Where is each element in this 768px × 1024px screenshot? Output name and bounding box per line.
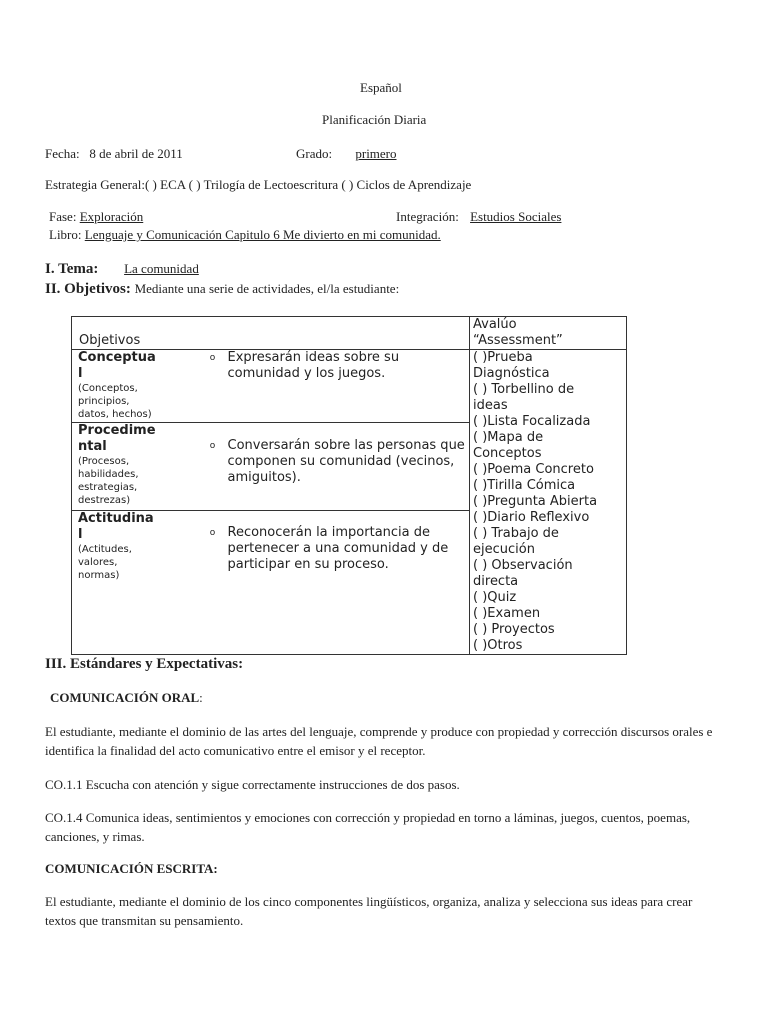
bullet-icon: o	[209, 441, 216, 451]
objetivos-intro: Mediante una serie de actividades, el/la estudiante:	[134, 281, 400, 296]
category-name-part: l	[78, 527, 83, 542]
avaluo-item: Diagnóstica	[473, 366, 550, 381]
avaluo-item: ( )Poema Concreto	[473, 462, 594, 477]
fase-line	[49, 209, 170, 225]
avaluo-item: ( )Quiz	[473, 590, 517, 605]
category-name-part: Actitudina	[78, 511, 154, 526]
objective-cell	[194, 511, 470, 655]
fecha-label: Fecha:	[45, 146, 80, 161]
avaluo-item: ( ) Observación	[473, 558, 573, 573]
category-description-line: valores,	[78, 557, 118, 568]
category-procedimental	[72, 423, 194, 511]
fecha-line	[45, 146, 183, 162]
avaluo-item: ( )Prueba	[473, 350, 533, 365]
bullet-icon: o	[209, 353, 216, 363]
libro-label: Libro:	[49, 227, 82, 242]
header-avaluo-line1: Avalúo	[473, 317, 517, 332]
category-name	[72, 350, 194, 421]
objectives-table	[71, 316, 627, 655]
objective-text: Reconocerán la importancia de pertenecer a una comunidad y de participar en su proceso.	[227, 525, 449, 572]
header-avaluo	[470, 317, 627, 350]
header-avaluo-line2: “Assessment”	[473, 333, 563, 348]
oral-colon: :	[199, 690, 203, 705]
avaluo-cell	[470, 350, 627, 655]
oral-paragraph: El estudiante, mediante el dominio de las artes del lenguaje, comprende y produce con propiedad y corrección discursos orales e identifica la finalidad del acto comunicativo entre el emisor y el receptor.	[45, 724, 713, 758]
category-description-line: estrategias,	[78, 482, 138, 493]
integracion-label: Integración:	[396, 209, 459, 224]
category-name-part: Procedime	[78, 423, 156, 438]
fase-label: Fase:	[49, 209, 77, 224]
category-conceptual	[72, 350, 194, 423]
category-description	[78, 455, 194, 507]
avaluo-list	[470, 350, 626, 654]
grado-value: primero	[355, 146, 397, 161]
tema-value: La comunidad	[124, 261, 199, 276]
category-name-part: ntal	[78, 439, 107, 454]
avaluo-item: ( )Examen	[473, 606, 541, 621]
tema-line	[45, 261, 212, 278]
integracion-value: Estudios Sociales	[470, 209, 562, 224]
estrategia-line: Estrategia General:( ) ECA ( ) Trilogía de Lectoescritura ( ) Ciclos de Aprendizaje	[45, 177, 472, 192]
integracion-line	[396, 209, 561, 225]
objective-cell	[194, 423, 470, 511]
page-title: Planificación Diaria	[322, 112, 427, 127]
objective-text: Conversarán sobre las personas que componen su comunidad (vecinos, amiguitos).	[227, 438, 465, 485]
oral-title: COMUNICACIÓN ORAL	[50, 690, 200, 705]
grado-line	[296, 146, 457, 162]
category-description-line: destrezas)	[78, 495, 131, 506]
subject-heading: Español	[360, 80, 402, 95]
escrita-paragraph: El estudiante, mediante el dominio de los cinco componentes lingüísticos, organiza, analiza y selecciona sus ideas para crear textos que transmitan su pensamiento.	[45, 894, 693, 928]
avaluo-item: ( )Diario Reflexivo	[473, 510, 590, 525]
avaluo-item: ( )Pregunta Abierta	[473, 494, 598, 509]
avaluo-item: ideas	[473, 398, 508, 413]
category-name	[72, 423, 194, 507]
table-header-row	[72, 317, 627, 350]
grado-label: Grado:	[296, 146, 333, 161]
objetivos-line	[45, 281, 399, 298]
category-description	[78, 382, 194, 421]
avaluo-item: ( ) Proyectos	[473, 622, 555, 637]
category-description-line: normas)	[78, 570, 120, 581]
tema-label: I. Tema:	[45, 261, 99, 277]
co14-paragraph: CO.1.4 Comunica ideas, sentimientos y emociones con corrección y propiedad en torno a láminas, juegos, cuentos, poemas, canciones, y rimas.	[45, 810, 691, 844]
avaluo-item: ( ) Torbellino de	[473, 382, 575, 397]
category-description-line: datos, hechos)	[78, 409, 152, 420]
estandares-heading: III. Estándares y Expectativas:	[45, 656, 244, 672]
table-row	[72, 350, 627, 423]
avaluo-item: ( ) Trabajo de	[473, 526, 559, 541]
category-description-line: principios,	[78, 396, 130, 407]
category-name-part: Conceptua	[78, 350, 156, 365]
avaluo-item: ejecución	[473, 542, 535, 557]
co11-paragraph: CO.1.1 Escucha con atención y sigue correctamente instrucciones de dos pasos.	[45, 777, 460, 792]
category-actitudinal	[72, 511, 194, 655]
avaluo-item: ( )Tirilla Cómica	[473, 478, 576, 493]
category-description-line: (Actitudes,	[78, 544, 132, 555]
objetivos-label: II. Objetivos:	[45, 281, 131, 297]
objective-text: Expresarán ideas sobre su comunidad y los juegos.	[227, 350, 400, 381]
escrita-heading: COMUNICACIÓN ESCRITA:	[45, 861, 218, 876]
libro-value: Lenguaje y Comunicación Capitulo 6 Me divierto en mi comunidad.	[84, 227, 441, 242]
libro-line	[49, 227, 441, 243]
avaluo-item: directa	[473, 574, 519, 589]
category-name	[72, 511, 194, 582]
category-description-line: habilidades,	[78, 469, 139, 480]
category-name-part: l	[78, 366, 83, 381]
category-description-line: (Procesos,	[78, 456, 130, 467]
category-description	[78, 543, 194, 582]
avaluo-item: ( )Mapa de	[473, 430, 544, 445]
oral-heading	[50, 690, 203, 706]
fecha-value: 8 de abril de 2011	[89, 146, 183, 161]
fase-value: Exploración	[79, 209, 144, 224]
objective-cell	[194, 350, 470, 423]
avaluo-item: ( )Lista Focalizada	[473, 414, 591, 429]
bullet-icon: o	[209, 528, 216, 538]
category-description-line: (Conceptos,	[78, 383, 138, 394]
header-objetivos: Objetivos	[72, 317, 470, 350]
avaluo-item: Conceptos	[473, 446, 542, 461]
avaluo-item: ( )Otros	[473, 638, 523, 653]
